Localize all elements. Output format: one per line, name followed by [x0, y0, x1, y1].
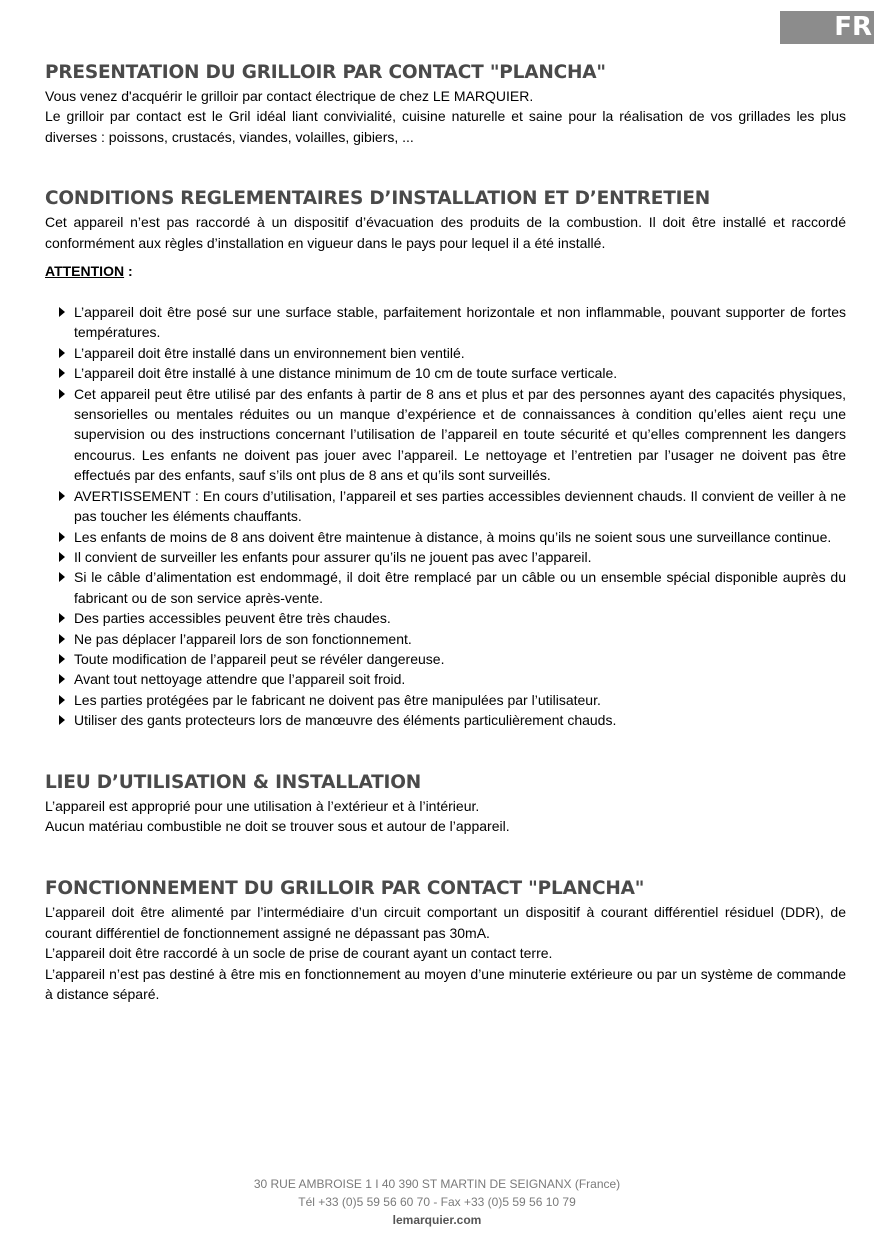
section-fonctionnement — [45, 875, 846, 1004]
lieu-paragraph: L’appareil est approprié pour une utilisation à l’extérieur et à l’intérieur. — [45, 797, 480, 814]
list-item-text: Avant tout nettoyage attendre que l’appareil soit froid. — [74, 671, 406, 688]
triangle-bullet-icon — [59, 348, 65, 358]
footer-address: 30 RUE AMBROISE 1 I 40 390 ST MARTIN DE SEIGNANX (France) — [253, 1177, 621, 1191]
presentation-paragraph: Le grilloir par contact est le Gril idéal liant convivialité, cuisine naturelle et saine pour la réalisation de vos grillades les plus diverses : poissons, crustacés, viandes, volailles, gibiers, ... — [45, 108, 846, 145]
triangle-bullet-icon — [59, 634, 65, 644]
footer-website: lemarquier.com — [392, 1213, 482, 1227]
list-item — [45, 649, 846, 669]
list-item-text: Utiliser des gants protecteurs lors de manœuvre des éléments particulièrement chauds. — [74, 712, 617, 729]
triangle-bullet-icon — [59, 613, 65, 623]
list-item-text: L’appareil doit être installé à une distance minimum de 10 cm de toute surface verticale. — [74, 365, 618, 382]
list-item — [45, 547, 846, 567]
list-item — [45, 384, 846, 486]
list-item — [45, 343, 846, 363]
section-conditions — [45, 185, 846, 730]
list-item — [45, 486, 846, 527]
list-item — [45, 527, 846, 547]
presentation-paragraph: Vous venez d'acquérir le grilloir par contact électrique de chez LE MARQUIER. — [45, 88, 534, 104]
list-item — [45, 629, 846, 649]
attention-colon: : — [124, 263, 133, 280]
language-badge: FR — [780, 11, 874, 44]
conditions-paragraph: Cet appareil n’est pas raccordé à un dispositif d’évacuation des produits de la combustion. Il doit être installé et raccordé conformément aux règles d’installation en vigueur dans le pays pour lequel il a été installé. — [45, 214, 846, 251]
section-title-conditions: CONDITIONS REGLEMENTAIRES D’INSTALLATION ET D’ENTRETIEN — [45, 188, 711, 210]
section-presentation — [45, 59, 846, 147]
list-item-text: Les enfants de moins de 8 ans doivent être maintenue à distance, à moins qu’ils ne soient sous une surveillance continue. — [74, 528, 832, 545]
list-item-text: AVERTISSEMENT : En cours d’utilisation, l’appareil et ses parties accessibles deviennent chauds. Il convient de veiller à ne pas toucher les éléments chauffants. — [74, 487, 846, 525]
list-item — [45, 302, 846, 343]
section-title-fonctionnement: FONCTIONNEMENT DU GRILLOIR PAR CONTACT "PLANCHA" — [45, 878, 645, 900]
triangle-bullet-icon — [59, 715, 65, 725]
lieu-paragraph: Aucun matériau combustible ne doit se trouver sous et autour de l’appareil. — [45, 817, 510, 834]
list-item-text: Il convient de surveiller les enfants pour assurer qu’ils ne jouent pas avec l’appareil. — [74, 548, 592, 565]
list-item-text: Toute modification de l’appareil peut se révéler dangereuse. — [74, 650, 445, 667]
triangle-bullet-icon — [59, 572, 65, 582]
footer-phone: Tél +33 (0)5 59 56 60 70 - Fax +33 (0)5 59 56 10 79 — [298, 1195, 576, 1209]
section-title-presentation: PRESENTATION DU GRILLOIR PAR CONTACT "PLANCHA" — [45, 62, 606, 83]
list-item — [45, 669, 846, 689]
list-item — [45, 690, 846, 710]
list-item — [45, 567, 846, 608]
triangle-bullet-icon — [59, 654, 65, 664]
list-item — [45, 608, 846, 628]
section-title-lieu: LIEU D’UTILISATION & INSTALLATION — [45, 771, 422, 793]
triangle-bullet-icon — [59, 368, 65, 378]
fonctionnement-paragraph: L’appareil doit être alimenté par l’intermédiaire d’un circuit comportant un dispositif à courant différentiel résiduel (DDR), de courant différentiel de fonctionnement assigné ne dépassant pas 30mA. — [45, 904, 846, 941]
list-item-text: Ne pas déplacer l’appareil lors de son fonctionnement. — [74, 630, 412, 647]
list-item-text: L’appareil doit être installé dans un environnement bien ventilé. — [74, 344, 465, 361]
list-item-text: Des parties accessibles peuvent être très chaudes. — [74, 610, 391, 627]
list-item — [45, 363, 846, 383]
triangle-bullet-icon — [59, 491, 65, 501]
list-item-text: Les parties protégées par le fabricant ne doivent pas être manipulées par l’utilisateur. — [74, 691, 601, 708]
list-item-text: Si le câble d’alimentation est endommagé, il doit être remplacé par un câble ou un ensemble spécial disponible auprès du fabricant ou de son service après-vente. — [74, 569, 846, 606]
fonctionnement-paragraph: L’appareil doit être raccordé à un socle de prise de courant ayant un contact terre. — [45, 945, 553, 962]
section-lieu — [45, 769, 846, 837]
fonctionnement-paragraph: L’appareil n’est pas destiné à être mis en fonctionnement au moyen d’une minuterie extérieure ou par un système de commande à distance séparé. — [45, 965, 846, 1002]
list-item — [45, 710, 846, 730]
list-item-text: Cet appareil peut être utilisé par des enfants à partir de 8 ans et plus et par des personnes ayant des capacités physiques, sensorielles ou mentales réduites ou un manque d’expérience et de connaissances à condition qu’elles aient reçu une supervision ou des instructions concernant l’utilisation de l’appareil en toute sécurité et qu’elles comprennent les dangers encourus. Les enfants ne doivent pas jouer avec l’appareil. Le nettoyage et l’entretien par l’usager ne doivent pas être effectués par des enfants, sauf s’ils ont plus de 8 ans et qu’ils sont surveillés. — [74, 385, 846, 484]
triangle-bullet-icon — [59, 695, 65, 705]
list-item-text: L’appareil doit être posé sur une surface stable, parfaitement horizontale et non inflammable, pouvant supporter de fortes températures. — [74, 304, 846, 341]
attention-word: ATTENTION — [45, 263, 125, 280]
page-footer — [0, 1175, 874, 1229]
triangle-bullet-icon — [59, 674, 65, 684]
triangle-bullet-icon — [59, 532, 65, 542]
warnings-list — [45, 302, 846, 731]
triangle-bullet-icon — [59, 552, 65, 562]
triangle-bullet-icon — [59, 389, 65, 399]
triangle-bullet-icon — [59, 307, 65, 317]
attention-label — [45, 261, 846, 281]
document-body — [45, 59, 846, 1004]
